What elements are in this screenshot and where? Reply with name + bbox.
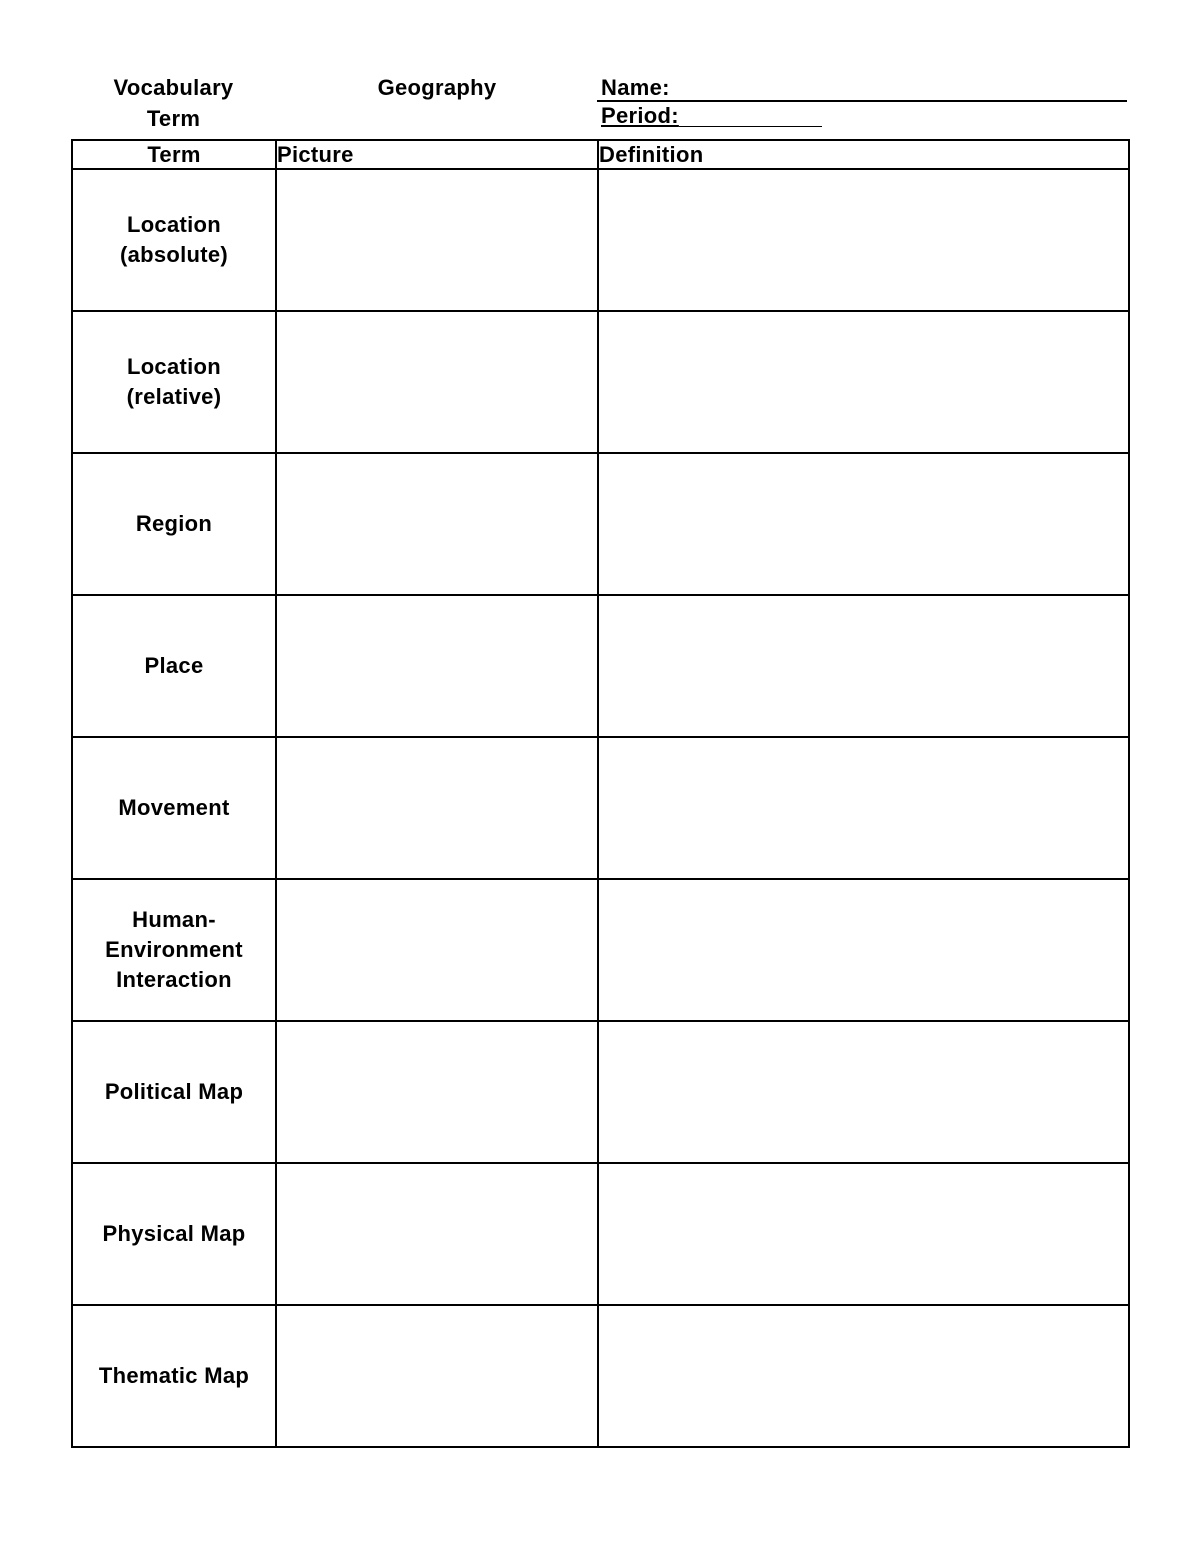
- term-cell: Physical Map: [72, 1163, 276, 1305]
- term-cell: Region: [72, 453, 276, 595]
- definition-cell[interactable]: [598, 1021, 1129, 1163]
- definition-cell[interactable]: [598, 169, 1129, 311]
- table-row: [72, 1305, 1129, 1447]
- table-row: [72, 879, 1129, 1021]
- table-row: [72, 737, 1129, 879]
- column-header-term: Term: [72, 140, 276, 169]
- table-row: [72, 595, 1129, 737]
- picture-cell[interactable]: [276, 879, 598, 1021]
- picture-cell[interactable]: [276, 1021, 598, 1163]
- term-cell: Place: [72, 595, 276, 737]
- definition-cell[interactable]: [598, 1163, 1129, 1305]
- table-row: [72, 453, 1129, 595]
- subject-title: Geography: [377, 75, 497, 100]
- table-row: [72, 1163, 1129, 1305]
- definition-cell[interactable]: [598, 595, 1129, 737]
- term-cell: Human- Environment Interaction: [72, 879, 276, 1021]
- picture-cell[interactable]: [276, 1163, 598, 1305]
- vocabulary-table: [71, 139, 1130, 1448]
- period-blank-line[interactable]: [679, 102, 822, 127]
- term-cell: Location (absolute): [72, 169, 276, 311]
- definition-cell[interactable]: [598, 453, 1129, 595]
- term-cell: Thematic Map: [72, 1305, 276, 1447]
- picture-cell[interactable]: [276, 311, 598, 453]
- picture-cell[interactable]: [276, 737, 598, 879]
- period-label: Period:: [601, 103, 679, 128]
- table-row: [72, 169, 1129, 311]
- term-cell: Location (relative): [72, 311, 276, 453]
- table-header-row: [72, 140, 1129, 169]
- column-header-definition: Definition: [598, 140, 1129, 169]
- name-label: Name:: [601, 75, 670, 100]
- definition-cell[interactable]: [598, 879, 1129, 1021]
- picture-cell[interactable]: [276, 169, 598, 311]
- period-field[interactable]: [601, 102, 822, 130]
- table-row: [72, 311, 1129, 453]
- term-cell: Political Map: [72, 1021, 276, 1163]
- term-cell: Movement: [72, 737, 276, 879]
- picture-cell[interactable]: [276, 595, 598, 737]
- name-field[interactable]: [597, 72, 1127, 102]
- column-header-picture: Picture: [276, 140, 598, 169]
- worksheet-type-title: Vocabulary Term: [113, 75, 234, 131]
- definition-cell[interactable]: [598, 311, 1129, 453]
- table-row: [72, 1021, 1129, 1163]
- definition-cell[interactable]: [598, 737, 1129, 879]
- picture-cell[interactable]: [276, 453, 598, 595]
- picture-cell[interactable]: [276, 1305, 598, 1447]
- definition-cell[interactable]: [598, 1305, 1129, 1447]
